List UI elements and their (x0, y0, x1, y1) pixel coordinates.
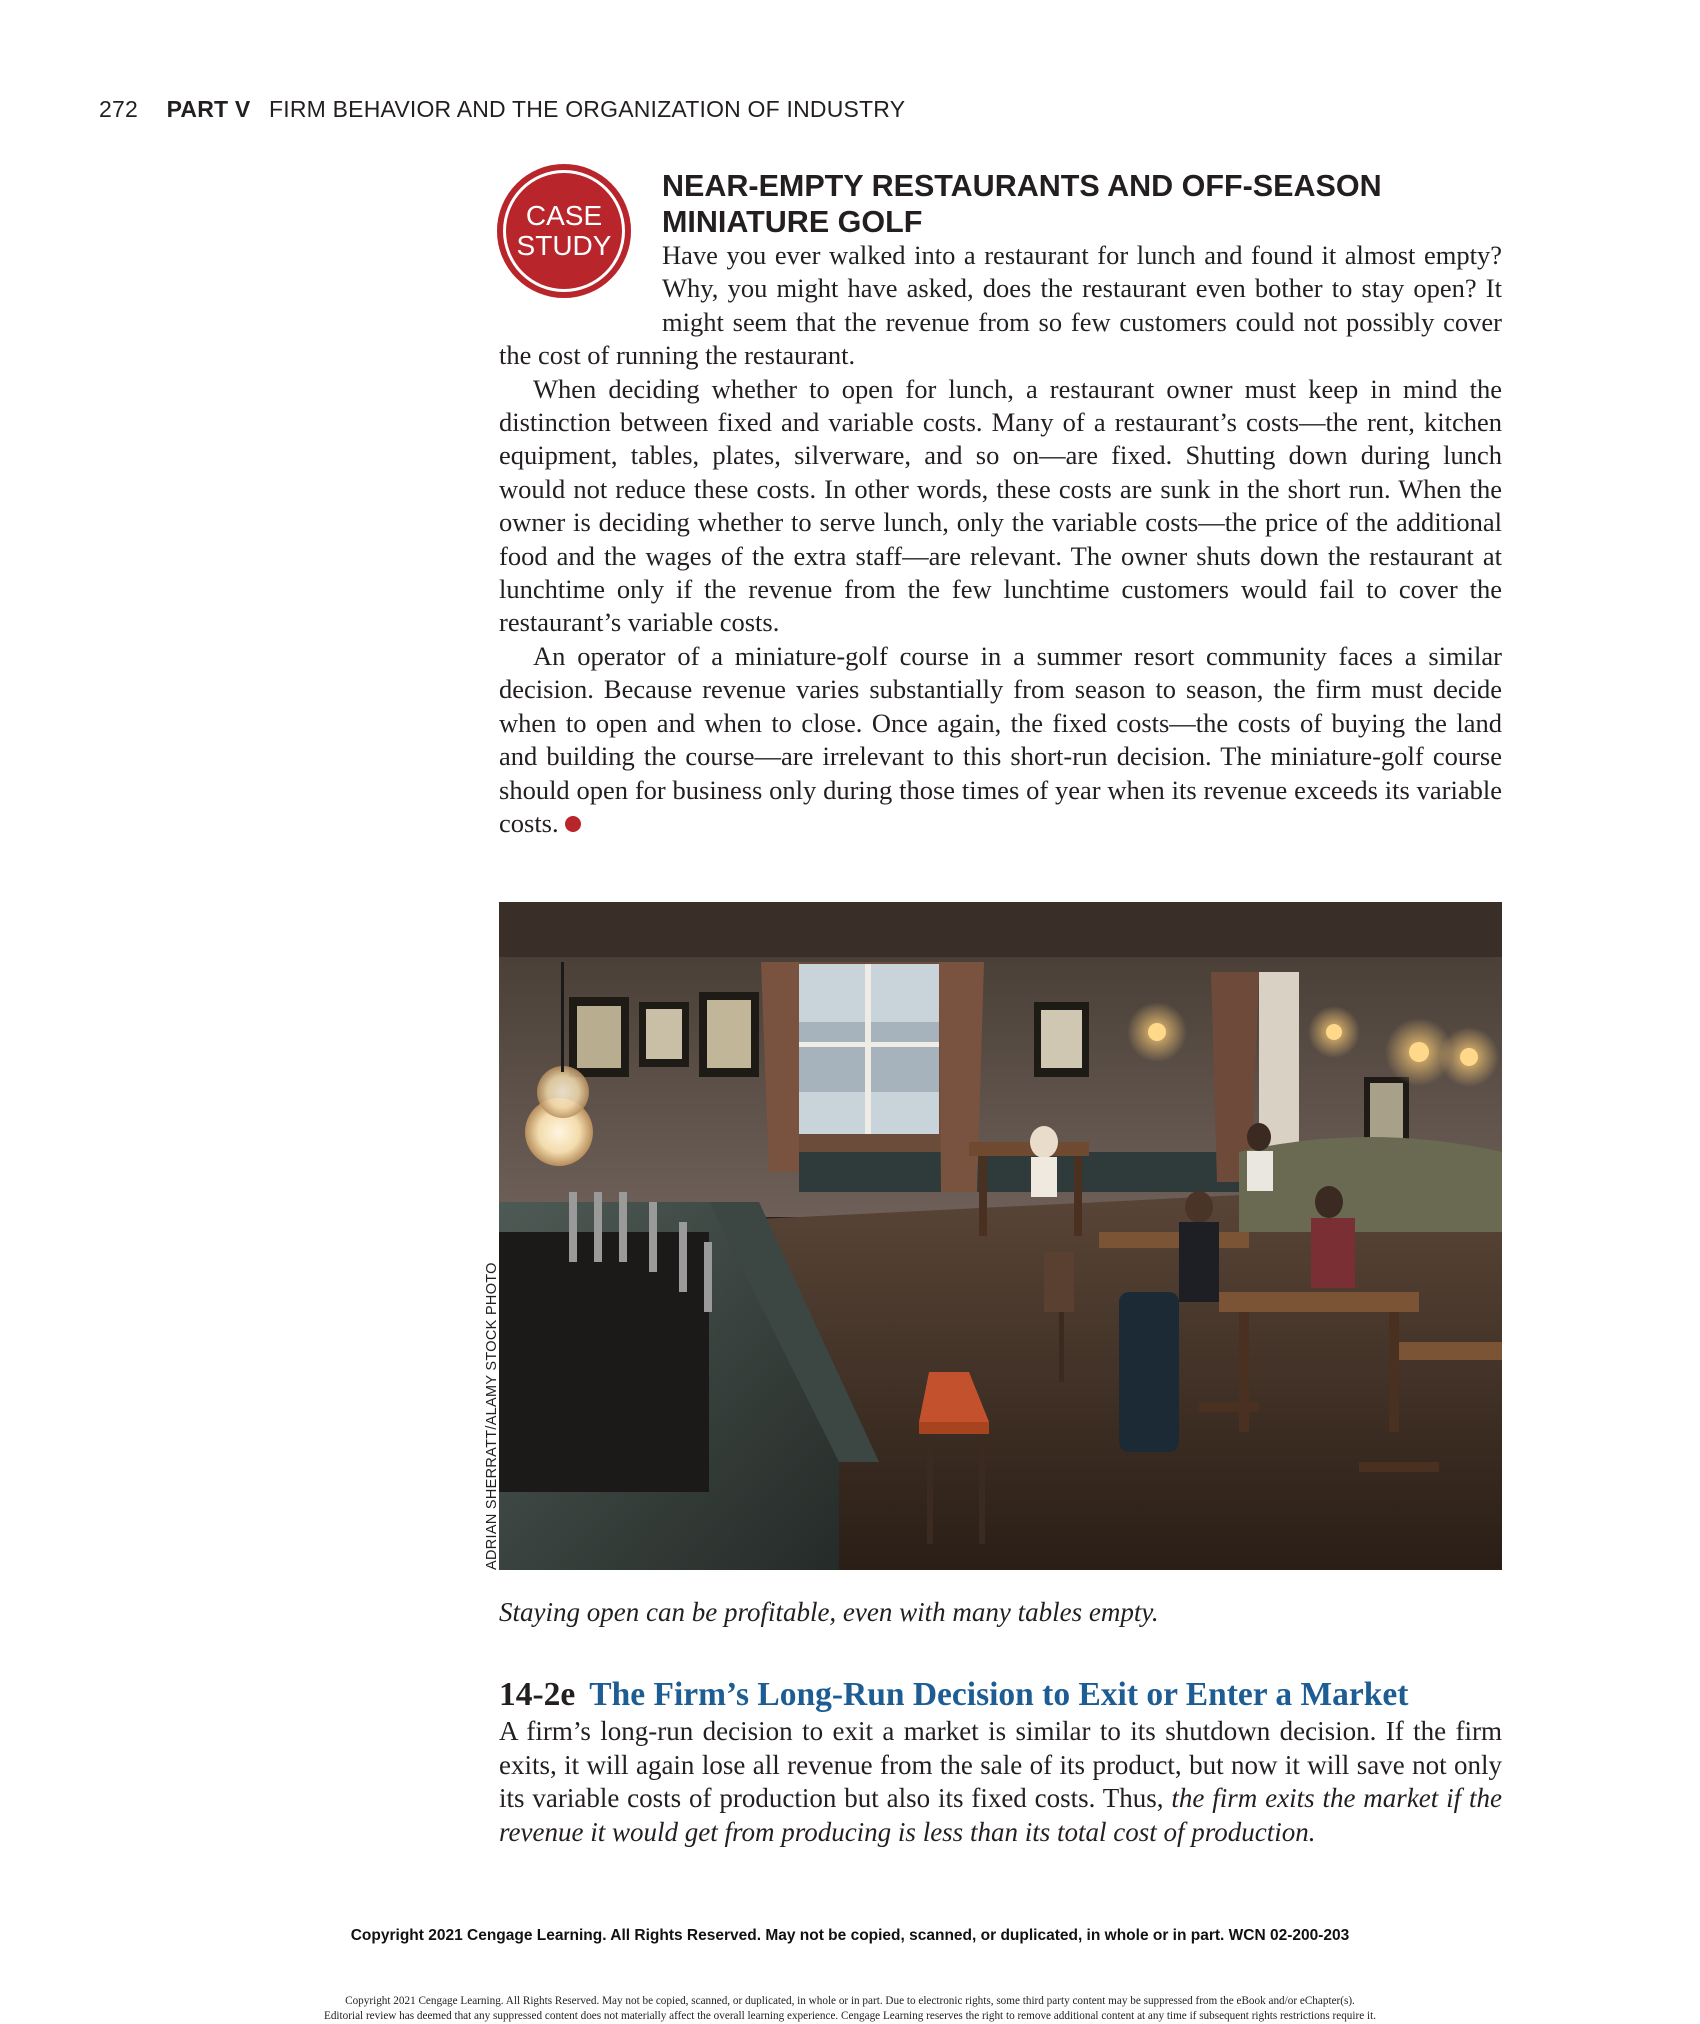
case-study-body (499, 239, 1502, 840)
copyright-fine-line1: Copyright 2021 Cengage Learning. All Rights Reserved. May not be copied, scanned, or duplicated, in whole or in part. Due to electronic rights, some third party content may be suppressed from the eBook and/or eChapter(s). (345, 1995, 1355, 2007)
photo-credit: ADRIAN SHERRATT/ALAMY STOCK PHOTO (484, 1262, 500, 1570)
case-study-title: NEAR-EMPTY RESTAURANTS AND OFF-SEASON MINIATURE GOLF (662, 169, 1382, 239)
restaurant-photo (499, 902, 1502, 1570)
photo-caption: Staying open can be profitable, even with many tables empty. (499, 1597, 1159, 1627)
copyright-fine-line2: Editorial review has deemed that any suppressed content does not materially affect the overall learning experience. Cengage Learning reserves the right to remove additional content at any time if subsequent rights restrictions require it. (324, 2010, 1376, 2022)
part-title: FIRM BEHAVIOR AND THE ORGANIZATION OF INDUSTRY (269, 96, 906, 122)
section-body-emphasis: the firm exits the market if the revenue it would get from producing is less than its total cost of production. (499, 1783, 1503, 1847)
copyright-notice: Copyright 2021 Cengage Learning. All Rights Reserved. May not be copied, scanned, or duplicated, in whole or in part. WCN 02-200-203 (350, 1927, 1350, 1944)
copyright-fine-print (0, 1994, 1700, 2024)
case-paragraph-3-text: An operator of a miniature-golf course in a summer resort community faces a similar decision. Because revenue varies substantially from season to season, the firm must decide when to open and when to close. Once again, the fixed costs—the costs of buying the land and building the course—are irrelevant to this short-run decision. The miniature-golf course should open for business only during those times of year when its revenue exceeds its variable costs. (499, 640, 1502, 838)
running-head (99, 96, 905, 123)
section-heading (499, 1675, 1509, 1715)
section-number: 14-2e (499, 1676, 576, 1713)
case-paragraph-2: When deciding whether to open for lunch, a restaurant owner must keep in mind the distinction between fixed and variable costs. Many of a restaurant’s costs—the rent, kitchen equipment, tables, plates, silverware, and so on—are fixed. Shutting down during lunch would not reduce these costs. In other words, these costs are sunk in the short run. When the owner is deciding whether to serve lunch, only the variable costs—the price of the additional food and the wages of the extra staff—are relevant. The owner shuts down the restaurant at lunchtime only if the revenue from the few lunchtime customers would fail to cover the restaurant’s variable costs. (499, 373, 1502, 638)
part-label: PART V (166, 96, 251, 122)
end-marker-icon (565, 816, 581, 832)
badge-line2: STUDY (516, 230, 612, 261)
badge-spacer (499, 239, 662, 307)
case-paragraph-1: Have you ever walked into a restaurant for lunch and found it almost empty? Why, you might have asked, does the restaurant even bother to stay open? It might seem that the revenue from so few customers could not possibly cover the cost of running the restaurant. (499, 240, 1502, 371)
section-body-text: A firm’s long-run decision to exit a market is similar to its shutdown decision. If the firm exits, it will again lose all revenue from the sale of its product, but now it will save not only its variable costs of production but also its fixed costs. Thus, (499, 1716, 1502, 1814)
restaurant-photo-illustration (499, 902, 1502, 1570)
page-number: 272 (99, 96, 138, 122)
section-title: The Firm’s Long-Run Decision to Exit or Enter a Market (589, 1676, 1409, 1713)
badge-line1: CASE (525, 200, 603, 231)
section-body (499, 1715, 1502, 1849)
case-paragraph-3 (499, 640, 1502, 840)
